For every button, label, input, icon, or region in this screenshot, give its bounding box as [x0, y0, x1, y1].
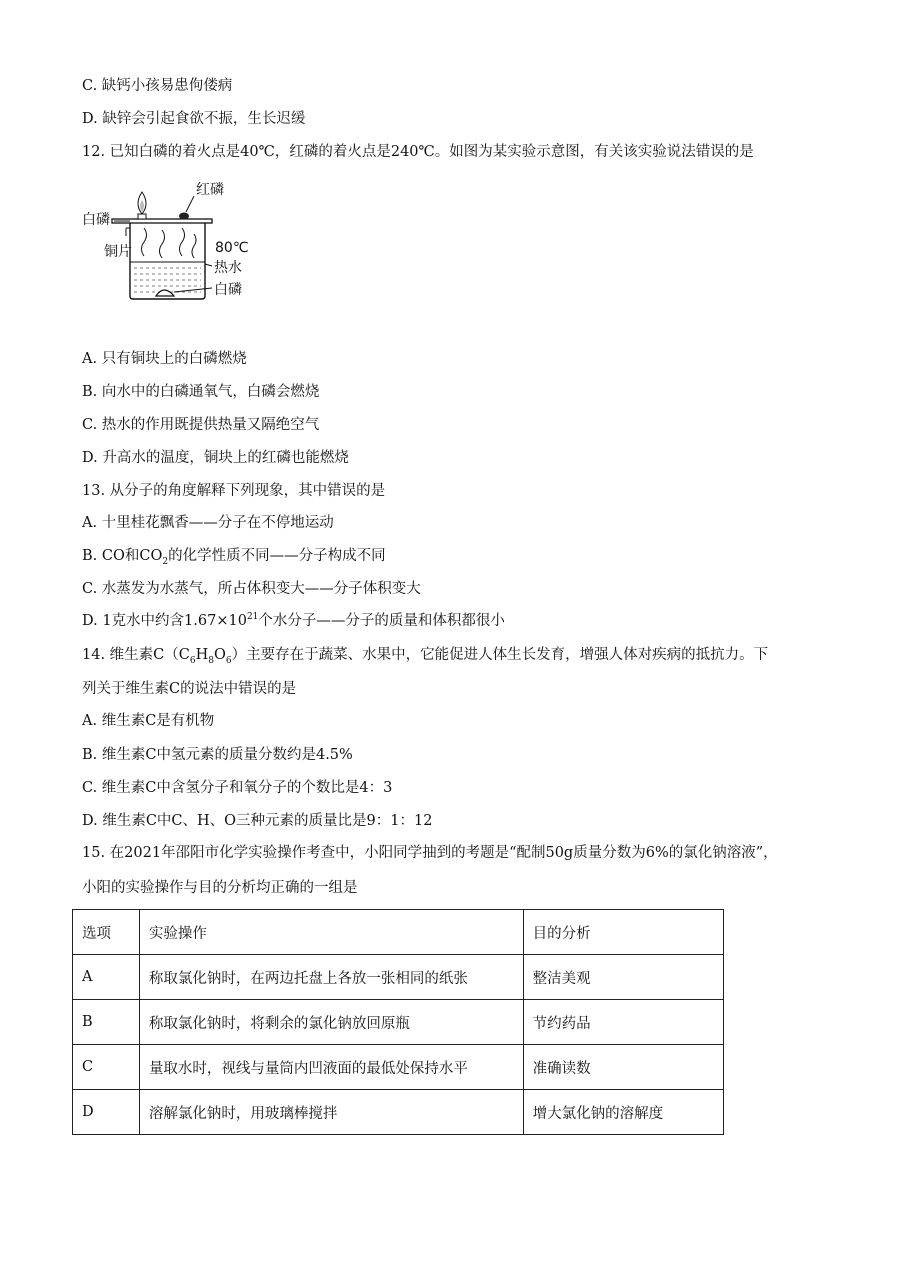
table-cell: D — [73, 1090, 140, 1135]
q14-option-b: B. 维生素C中氢元素的质量分数约是4.5% — [82, 747, 353, 763]
q12-option-a: A. 只有铜块上的白磷燃烧 — [82, 351, 247, 367]
table-cell: 溶解氯化钠时，用玻璃棒搅拌 — [139, 1090, 523, 1135]
label-white-phosphorus-top: 白磷 — [82, 212, 110, 228]
red-phosphorus — [179, 213, 189, 220]
q12-option-c: C. 热水的作用既提供热量又隔绝空气 — [82, 417, 320, 433]
table-cell: B — [73, 1000, 140, 1045]
question-15: 15. 在2021年邵阳市化学实验操作考查中，小阳同学抽到的考题是“配制50g质量分数为6%的氯化钠溶液”， — [82, 845, 778, 861]
label-white-phosphorus-bottom: 白磷 — [214, 282, 242, 298]
table-cell: A — [73, 955, 140, 1000]
table-cell: C — [73, 1045, 140, 1090]
table-row — [73, 1090, 724, 1135]
table-cell: 准确读数 — [523, 1045, 723, 1090]
table-cell: 量取水时，视线与量筒内凹液面的最低处保持水平 — [139, 1045, 523, 1090]
table-cell: 称取氯化钠时，将剩余的氯化钠放回原瓶 — [139, 1000, 523, 1045]
q13-option-d: D. 1克水中约含$1.67\times 10^{21}$个水分子——分子的质量和体积都很小 — [82, 612, 505, 629]
question-13: 13. 从分子的角度解释下列现象，其中错误的是 — [82, 483, 386, 499]
q14-option-c: C. 维生素C中含氢分子和氧分子的个数比是4：3 — [82, 780, 393, 796]
table-cell: 称取氯化钠时，在两边托盘上各放一张相同的纸张 — [139, 955, 523, 1000]
white-phosphorus-water — [156, 290, 174, 296]
table-header-row — [73, 910, 724, 955]
table-header-cell: 选项 — [73, 910, 140, 955]
table-cell: 增大氯化钠的溶解度 — [523, 1090, 723, 1135]
q13-option-a: A. 十里桂花飘香——分子在不停地运动 — [82, 515, 334, 531]
table-cell: 节约药品 — [523, 1000, 723, 1045]
label-temperature: 80℃ — [215, 240, 249, 256]
label-hot-water: 热水 — [214, 260, 242, 276]
q12-option-b: B. 向水中的白磷通氧气，白磷会燃烧 — [82, 384, 320, 400]
q14-option-a: A. 维生素C是有机物 — [82, 713, 215, 729]
q12-option-d: D. 升高水的温度，铜块上的红磷也能燃烧 — [82, 450, 349, 466]
question-14-cont: 列关于维生素C的说法中错误的是 — [82, 681, 297, 697]
q13-option-b: B. CO和$CO_2$的化学性质不同——分子构成不同 — [82, 548, 386, 567]
label-red-phosphorus: 红磷 — [196, 182, 224, 198]
table-cell: 整洁美观 — [523, 955, 723, 1000]
q14-option-d: D. 维生素C中C、H、O三种元素的质量比是9：1：12 — [82, 813, 433, 829]
label-copper-plate: 铜片 — [104, 244, 132, 260]
q13-option-c: C. 水蒸发为水蒸气，所占体积变大——分子体积变大 — [82, 581, 421, 597]
table-row — [73, 955, 724, 1000]
table-header-cell: 实验操作 — [139, 910, 523, 955]
table-row — [73, 1045, 724, 1090]
answer-table — [72, 909, 724, 1135]
experiment-figure — [82, 178, 272, 308]
table-row — [73, 1000, 724, 1045]
table-header-cell: 目的分析 — [523, 910, 723, 955]
q11-option-d: D. 缺锌会引起食欲不振，生长迟缓 — [82, 111, 306, 127]
question-14: 14. 维生素$C(C_6H_8O_6)$主要存在于蔬菜、水果中，它能促进人体生长发育，增强人体对疾病的抵抗力。下 — [82, 647, 769, 666]
question-12: 12. 已知白磷的着火点是40℃，红磷的着火点是240℃。如图为某实验示意图，有关该实验说法错误的是 — [82, 144, 754, 160]
q11-option-c: C. 缺钙小孩易患佝偻病 — [82, 78, 233, 94]
question-15-cont: 小阳的实验操作与目的分析均正确的一组是 — [82, 880, 358, 896]
